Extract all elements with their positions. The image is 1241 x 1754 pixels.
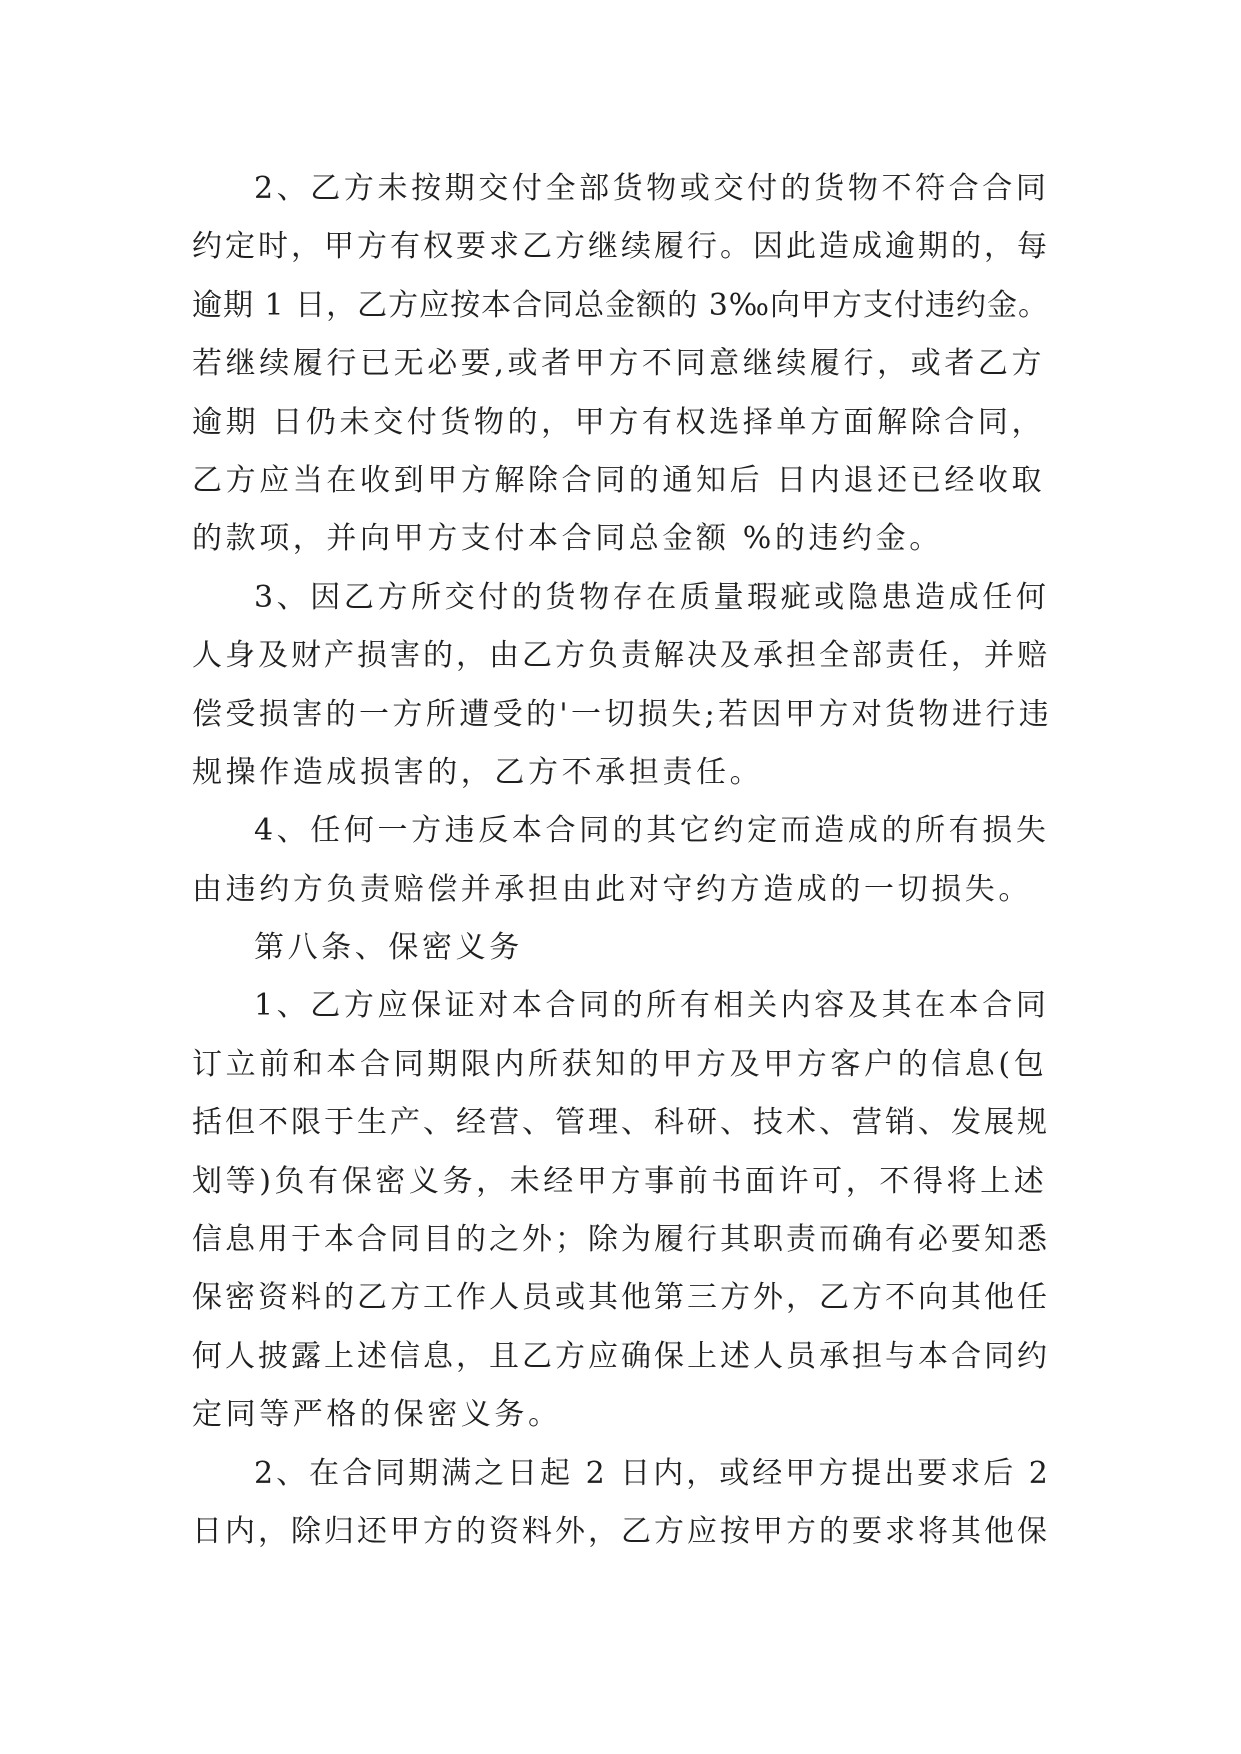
text-line: 逾期 1 日，乙方应按本合同总金额的 3‰向甲方支付违约金。 <box>192 287 1050 323</box>
text-line: 偿受损害的一方所遭受的'一切损失;若因甲方对货物进行违 <box>192 696 1053 732</box>
text-line: 2、在合同期满之日起 2 日内，或经甲方提出要求后 2 <box>254 1455 1051 1491</box>
text-line: 乙方应当在收到甲方解除合同的通知后 日内退还已经收取 <box>192 462 1046 498</box>
text-line: 第八条、保密义务 <box>254 930 523 966</box>
text-line: 何人披露上述信息，且乙方应确保上述人员承担与本合同约 <box>192 1338 1050 1374</box>
text-line: 定同等严格的保密义务。 <box>192 1397 562 1433</box>
text-line: 订立前和本合同期限内所获知的甲方及甲方客户的信息(包 <box>192 1046 1048 1082</box>
document-body <box>192 160 1052 1561</box>
text-line: 逾期 日仍未交付货物的，甲方有权选择单方面解除合同， <box>192 404 1046 440</box>
text-line: 日内，除归还甲方的资料外，乙方应按甲方的要求将其他保 <box>192 1513 1050 1549</box>
text-line: 的款项，并向甲方支付本合同总金额 %的违约金。 <box>192 521 943 557</box>
text-line: 由违约方负责赔偿并承担由此对守约方造成的一切损失。 <box>192 871 1032 907</box>
text-line: 若继续履行已无必要,或者甲方不同意继续履行，或者乙方 <box>192 346 1046 382</box>
text-line: 4、任何一方违反本合同的其它约定而造成的所有损失 <box>254 813 1050 849</box>
text-line: 约定时，甲方有权要求乙方继续履行。因此造成逾期的，每 <box>192 229 1050 265</box>
text-line: 信息用于本合同目的之外；除为履行其职责而确有必要知悉 <box>192 1222 1050 1258</box>
text-line: 2、乙方未按期交付全部货物或交付的货物不符合合同 <box>254 171 1050 206</box>
text-line: 划等)负有保密义务，未经甲方事前书面许可，不得将上述 <box>192 1163 1048 1199</box>
text-line: 括但不限于生产、经营、管理、科研、技术、营销、发展规 <box>192 1105 1050 1141</box>
text-line: 规操作造成损害的，乙方不承担责任。 <box>192 754 764 790</box>
text-line: 保密资料的乙方工作人员或其他第三方外，乙方不向其他任 <box>192 1280 1050 1316</box>
text-line: 人身及财产损害的，由乙方负责解决及承担全部责任，并赔 <box>192 638 1050 674</box>
text-line: 1、乙方应保证对本合同的所有相关内容及其在本合同 <box>254 988 1050 1024</box>
text-line: 3、因乙方所交付的货物存在质量瑕疵或隐患造成任何 <box>254 579 1050 615</box>
